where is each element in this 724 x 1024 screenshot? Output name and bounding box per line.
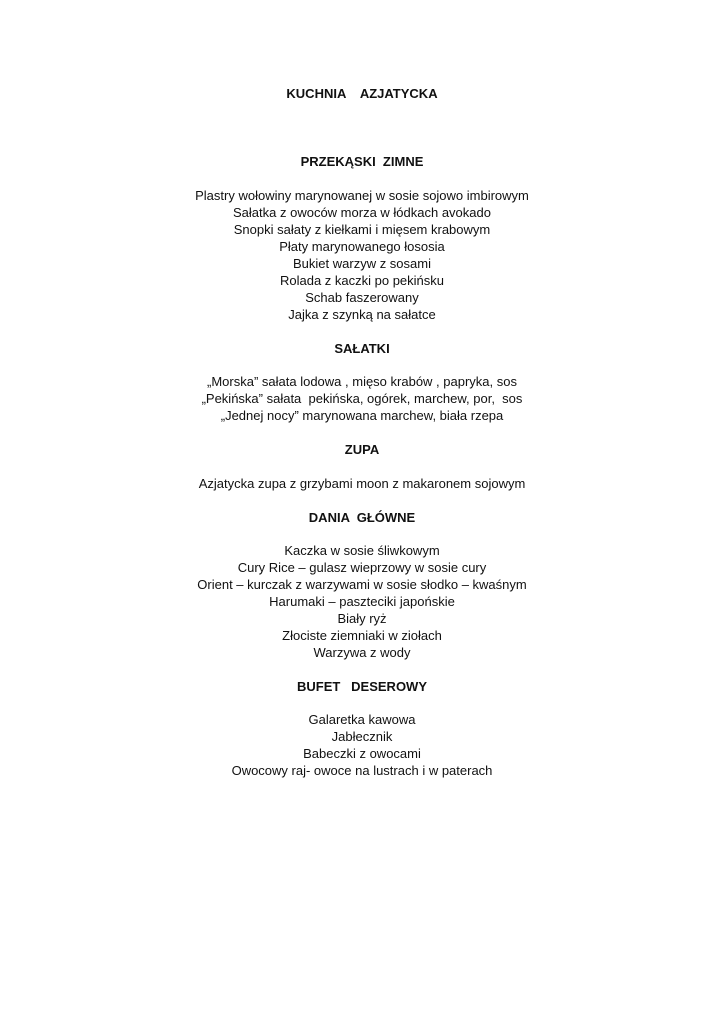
list-item: Kaczka w sosie śliwkowym — [284, 543, 440, 558]
section-heading-dania: DANIA GŁÓWNE — [308, 510, 416, 525]
list-item: „Jednej nocy” marynowana marchew, biała rzepa — [220, 408, 504, 423]
list-item: Harumaki – paszteciki japońskie — [269, 594, 455, 609]
list-item: Babeczki z owocami — [303, 746, 421, 761]
section-heading-zimne: PRZEKĄSKI ZIMNE — [300, 154, 424, 169]
section-heading-zupa: ZUPA — [344, 442, 380, 457]
list-item: „Pekińska” sałata pekińska, ogórek, marchew, por, sos — [201, 391, 523, 406]
list-item: Złociste ziemniaki w ziołach — [282, 628, 442, 643]
section-items-salatki — [0, 373, 724, 424]
list-item: Sałatka z owoców morza w łódkach avokado — [233, 205, 491, 220]
list-item: Bukiet warzyw z sosami — [293, 256, 431, 271]
list-item: „Morska” sałata lodowa , mięso krabów , papryka, sos — [207, 374, 517, 389]
list-item: Warzywa z wody — [313, 645, 411, 660]
list-item: Płaty marynowanego łososia — [279, 239, 445, 254]
section-items-dania — [0, 542, 724, 661]
section-heading-salatki: SAŁATKI — [334, 341, 390, 356]
list-item: Rolada z kaczki po pekińsku — [279, 273, 445, 288]
section-items-zimne — [0, 187, 724, 323]
list-item: Schab faszerowany — [305, 290, 419, 305]
list-item: Azjatycka zupa z grzybami moon z makaronem sojowym — [198, 476, 526, 491]
section-heading-bufet: BUFET DESEROWY — [296, 679, 427, 694]
section-items-bufet — [0, 711, 724, 779]
list-item: Biały ryż — [337, 611, 387, 626]
list-item: Snopki sałaty z kiełkami i mięsem krabowym — [233, 222, 491, 237]
section-items-zupa — [0, 475, 724, 492]
list-item: Owocowy raj- owoce na lustrach i w paterach — [231, 763, 493, 778]
list-item: Cury Rice – gulasz wieprzowy w sosie cury — [237, 560, 487, 575]
list-item: Jajka z szynką na sałatce — [288, 307, 436, 322]
list-item: Orient – kurczak z warzywami w sosie słodko – kwaśnym — [197, 577, 527, 592]
list-item: Galaretka kawowa — [308, 712, 416, 727]
list-item: Jabłecznik — [331, 729, 393, 744]
list-item: Plastry wołowiny marynowanej w sosie sojowo imbirowym — [195, 188, 529, 203]
menu-title: KUCHNIA AZJATYCKA — [286, 86, 438, 101]
